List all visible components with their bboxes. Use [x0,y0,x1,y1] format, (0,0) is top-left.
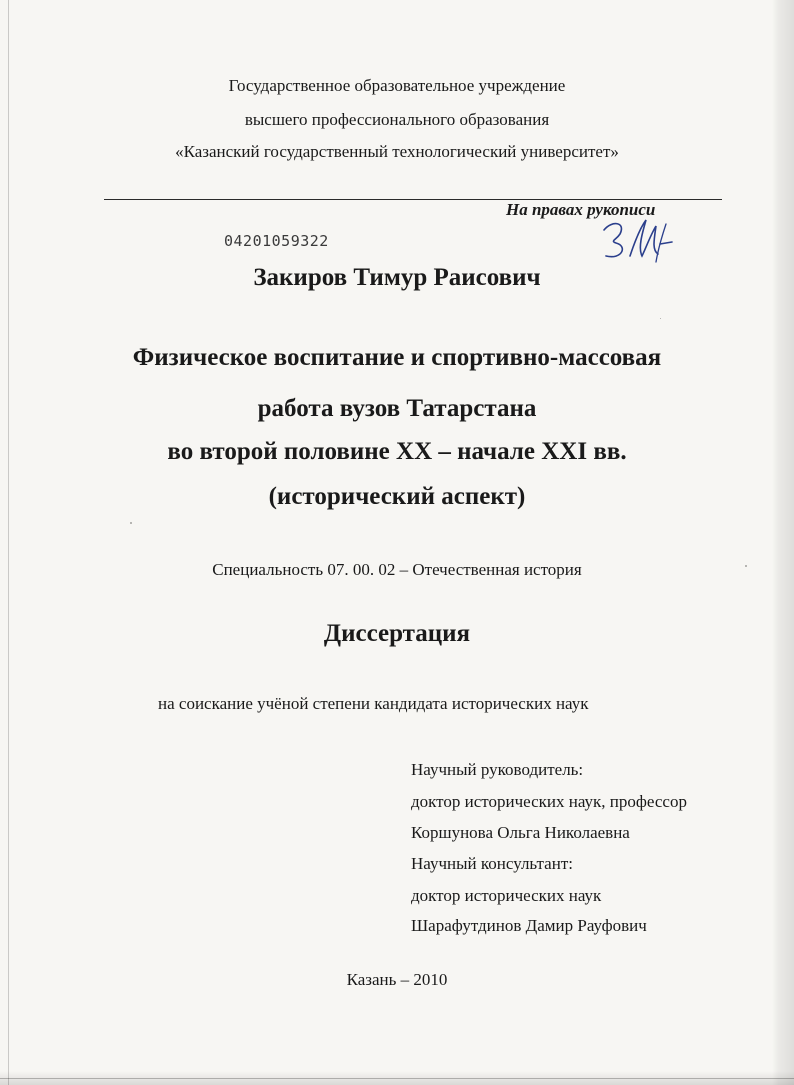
institution-line-3: «Казанский государственный технологический университет» [175,142,619,161]
advisor-name: Коршунова Ольга Николаевна [411,823,630,842]
thesis-title-line-1: Физическое воспитание и спортивно-массовая [132,344,662,371]
institution-line-2: высшего профессионального образования [244,110,550,129]
scan-speck [745,565,747,567]
document-type-heading: Диссертация [323,620,471,647]
scan-edge-line-left [8,0,9,1085]
thesis-title-line-3: во второй половине XX – начале XXI вв. [167,438,627,465]
scan-speck [660,318,661,319]
degree-statement: на соискание учёной степени кандидата исторических наук [158,694,589,713]
thesis-title-line-4: (исторический аспект) [268,483,526,510]
specialty-line: Специальность 07. 00. 02 – Отечественная история [212,560,582,579]
institution-line-1: Государственное образовательное учреждение [228,76,566,95]
consultant-title: доктор исторических наук [411,886,602,905]
advisor-label: Научный руководитель: [411,760,584,779]
consultant-name: Шарафутдинов Дамир Рауфович [411,916,647,935]
author-name: Закиров Тимур Раисович [253,264,541,291]
scan-edge-line-bottom [0,1078,794,1079]
scan-shadow-right [772,0,794,1085]
consultant-label: Научный консультант: [411,854,573,873]
place-and-year: Казань – 2010 [346,970,448,989]
inventory-number-stamp: 04201059322 [224,232,329,250]
manuscript-rights-note: На правах рукописи [506,200,656,219]
advisor-title: доктор исторических наук, профессор [411,792,687,811]
thesis-title-line-2: работа вузов Татарстана [257,395,537,422]
handwritten-signature [596,214,680,266]
scan-speck [130,522,132,524]
